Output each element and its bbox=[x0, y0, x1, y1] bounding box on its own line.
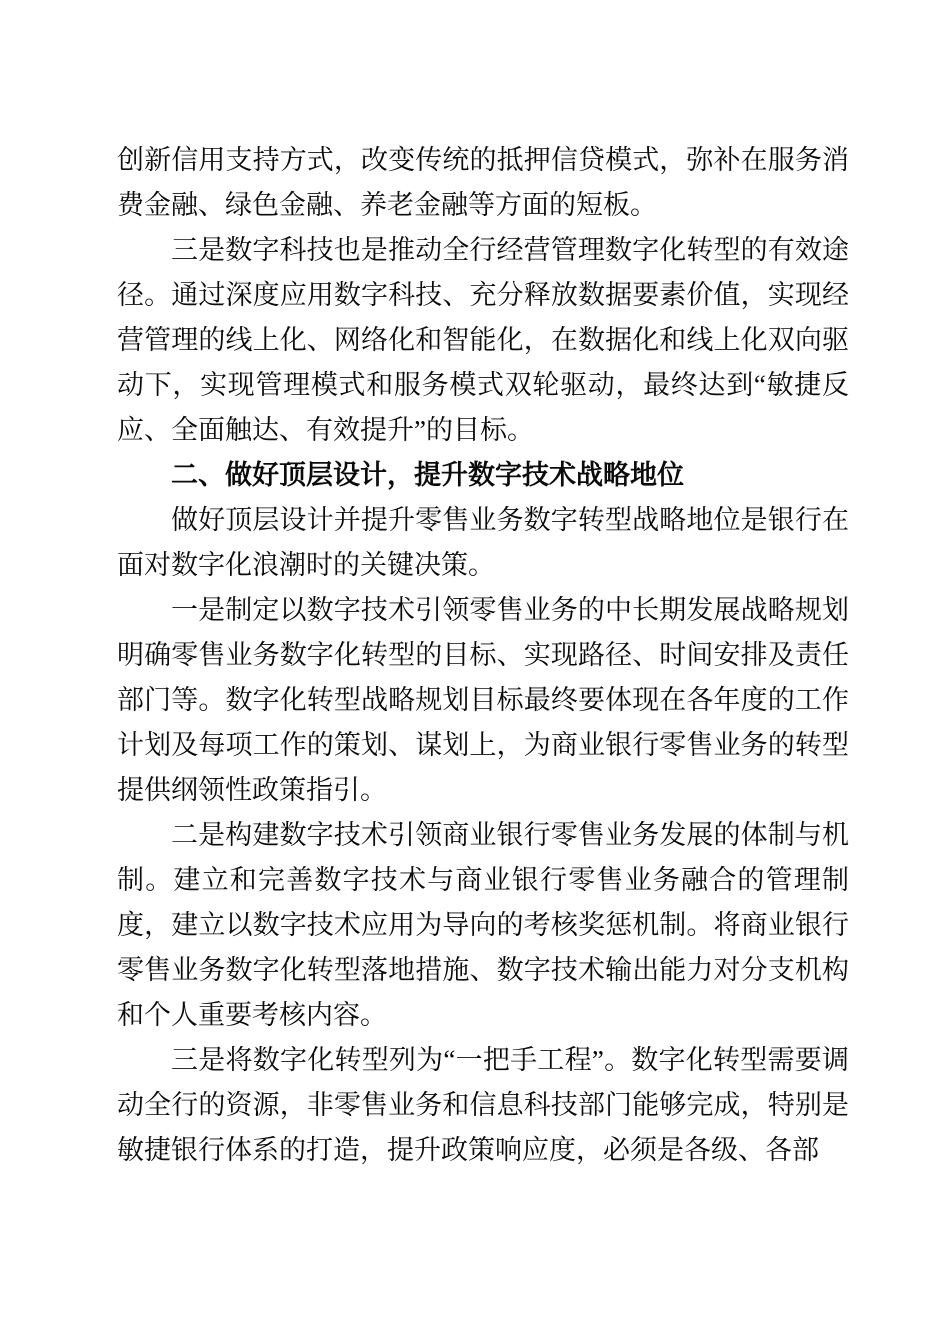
body-paragraph: 三是将数字化转型列为“一把手工程”。数字化转型需要调动全行的资源，非零售业务和信息科技部门能够完成，特别是敏捷银行体系的打造，提升政策响应度，必须是各级、各部 bbox=[117, 1045, 849, 1165]
document-body bbox=[117, 138, 849, 1173]
body-paragraph: 三是数字科技也是推动全行经营管理数字化转型的有效途径。通过深度应用数字科技、充分释放数据要素价值，实现经营管理的线上化、网络化和智能化，在数据化和线上化双向驱动下，实现管理模式和服务模式双轮驱动，最终达到“敏捷反应、全面触达、有效提升”的目标。 bbox=[117, 235, 849, 445]
body-paragraph: 做好顶层设计并提升零售业务数字转型战略地位是银行在面对数字化浪潮时的关键决策。 bbox=[117, 505, 849, 580]
body-paragraph: 二是构建数字技术引领商业银行零售业务发展的体制与机制。建立和完善数字技术与商业银行零售业务融合的管理制度，建立以数字技术应用为导向的考核奖惩机制。将商业银行零售业务数字化转型落地措施、数字技术输出能力对分支机构和个人重要考核内容。 bbox=[117, 820, 849, 1030]
body-paragraph: 创新信用支持方式，改变传统的抵押信贷模式，弥补在服务消费金融、绿色金融、养老金融等方面的短板。 bbox=[117, 145, 849, 220]
body-paragraph: 一是制定以数字技术引领零售业务的中长期发展战略规划明确零售业务数字化转型的目标、实现路径、时间安排及责任部门等。数字化转型战略规划目标最终要体现在各年度的工作计划及每项工作的策划、谋划上，为商业银行零售业务的转型提供纲领性政策指引。 bbox=[117, 595, 849, 805]
section-heading: 二、做好顶层设计，提升数字技术战略地位 bbox=[171, 460, 684, 490]
